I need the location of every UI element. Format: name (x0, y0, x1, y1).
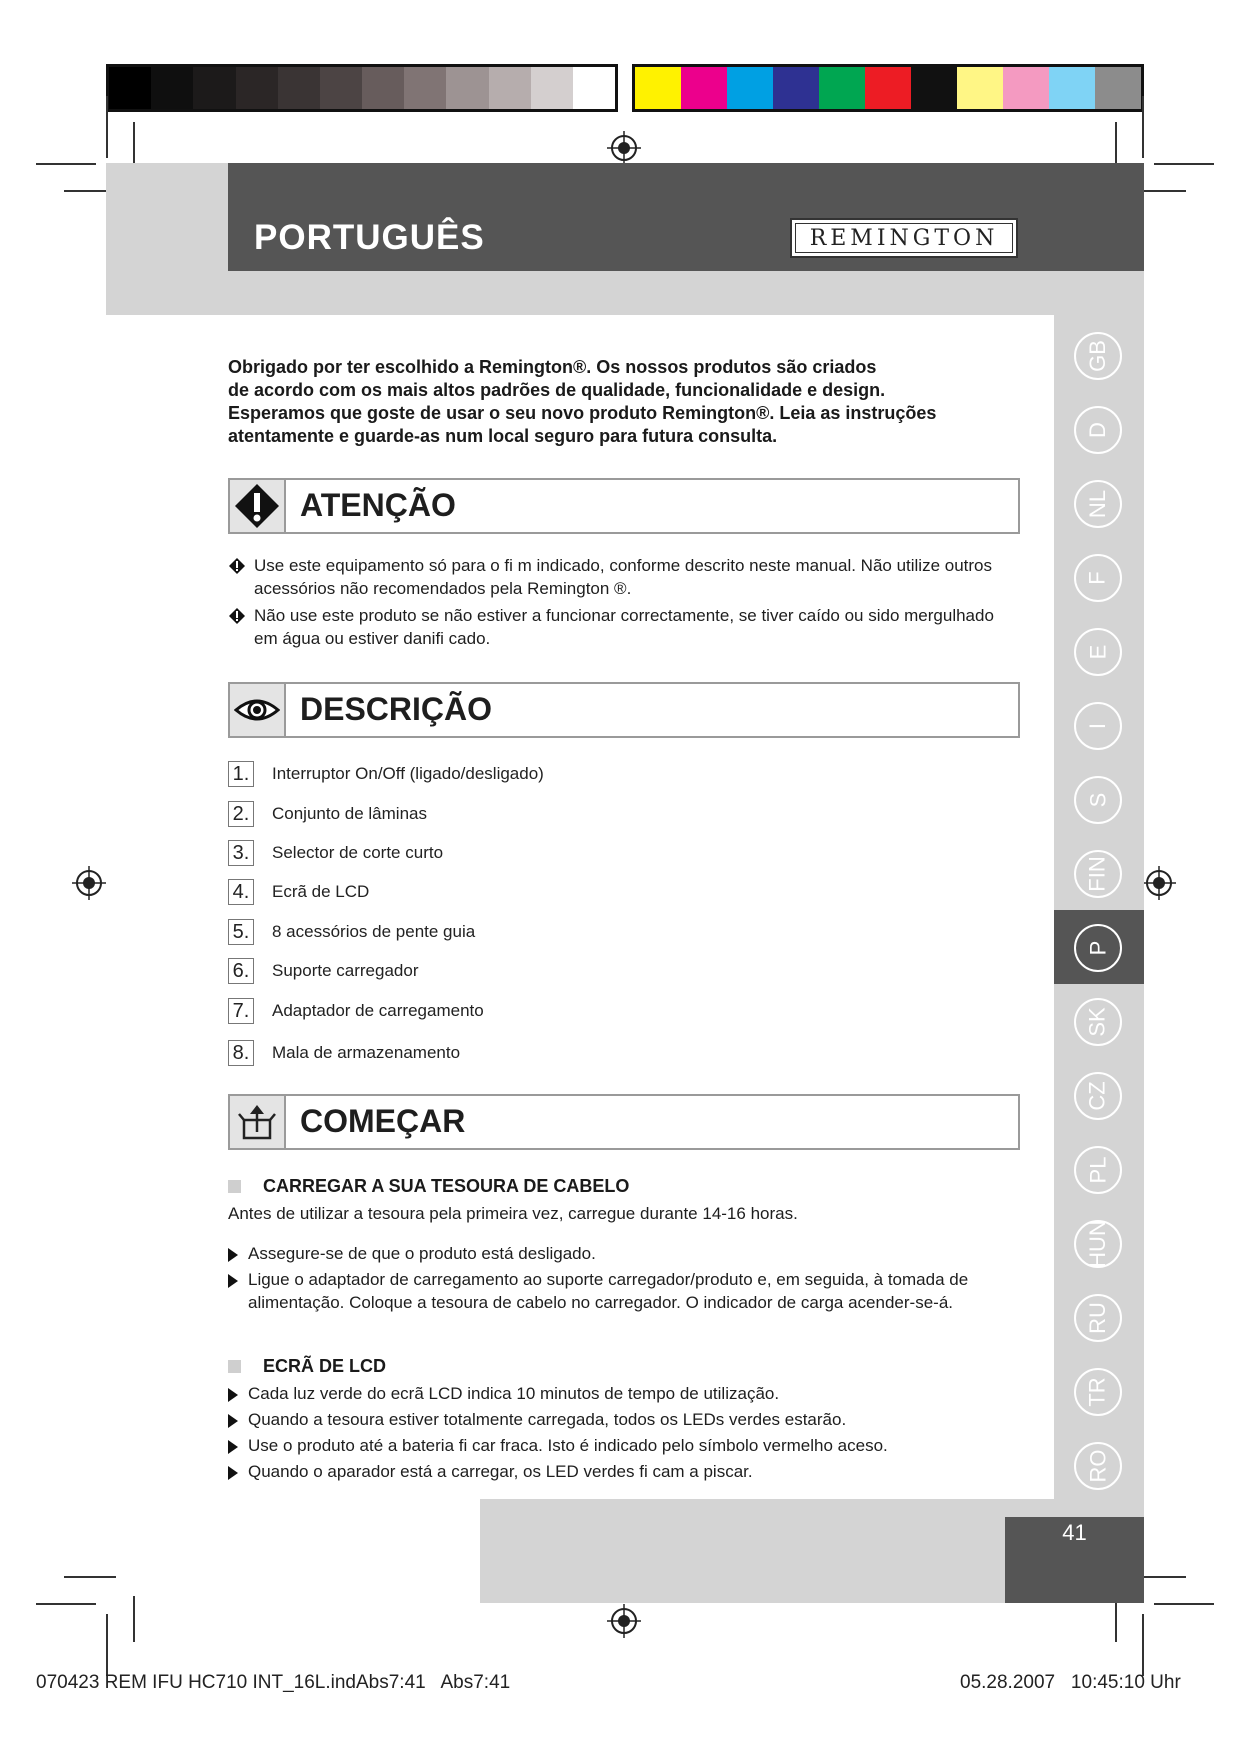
lcd-heading-text: ECRÃ DE LCD (263, 1356, 387, 1376)
color-swatch (635, 67, 681, 109)
item-number: 6. (228, 958, 254, 984)
print-slug-file: 070423 REM IFU HC710 INT_16L.indAbs7:41 Abs7:41 (36, 1672, 511, 1693)
color-swatch (489, 67, 531, 109)
color-swatch (362, 67, 404, 109)
start-title: COMEÇAR (300, 1103, 466, 1139)
registration-mark-icon (607, 131, 641, 165)
description-item (228, 956, 418, 986)
language-tab-d[interactable] (1074, 406, 1122, 454)
color-swatch (531, 67, 573, 109)
language-tab-s[interactable] (1074, 776, 1122, 824)
lcd-step (228, 1460, 998, 1483)
description-item (228, 838, 443, 868)
warning-item (228, 604, 1018, 650)
page-number: 41 (1062, 1520, 1087, 1545)
language-code: F (1084, 571, 1110, 585)
crop-mark (106, 96, 108, 158)
language-tab-sk[interactable] (1074, 998, 1122, 1046)
language-code: E (1085, 644, 1110, 660)
square-bullet-icon (228, 1180, 241, 1193)
lcd-step (228, 1382, 998, 1405)
print-slug-date: 05.28.2007 10:45:10 Uhr (960, 1672, 1181, 1693)
arrow-bullet-icon (228, 1388, 238, 1402)
registration-mark-icon (1142, 866, 1176, 900)
language-tab-f[interactable] (1074, 554, 1122, 602)
language-code: TR (1084, 1377, 1110, 1407)
charging-heading-text: CARREGAR A SUA TESOURA DE CABELO (263, 1176, 630, 1196)
language-tab-ro[interactable] (1074, 1442, 1122, 1490)
description-item (228, 759, 544, 789)
step-text: Assegure-se de que o produto está desligado. (248, 1244, 596, 1263)
crop-mark (36, 1603, 96, 1605)
item-number: 5. (228, 919, 254, 945)
color-swatch (681, 67, 727, 109)
step-text: Use o produto até a bateria fi car fraca. Isto é indicado pelo símbolo vermelho aceso. (248, 1436, 888, 1455)
color-swatch (727, 67, 773, 109)
language-tab-cz[interactable] (1074, 1072, 1122, 1120)
arrow-bullet-icon (228, 1414, 238, 1428)
item-label: Adaptador de carregamento (272, 1001, 484, 1020)
description-section-header (228, 682, 1020, 738)
item-number: 8. (228, 1040, 254, 1066)
language-code: I (1085, 722, 1110, 730)
crop-mark (64, 1576, 116, 1578)
lcd-step (228, 1434, 998, 1457)
item-number: 2. (228, 801, 254, 827)
item-label: Ecrã de LCD (272, 882, 370, 901)
language-tab-pl[interactable] (1074, 1146, 1122, 1194)
registration-mark-icon (72, 866, 106, 900)
color-swatch (911, 67, 957, 109)
color-swatch (446, 67, 488, 109)
charging-step (228, 1242, 998, 1265)
item-label: Interruptor On/Off (ligado/desligado) (272, 764, 544, 783)
lcd-heading (228, 1356, 386, 1377)
charging-intro: Antes de utilizar a tesoura pela primeira vez, carregue durante 14-16 horas. (228, 1204, 798, 1223)
charging-heading (228, 1176, 629, 1197)
language-tab-nl[interactable] (1074, 480, 1122, 528)
item-number: 4. (228, 879, 254, 905)
language-tab-p[interactable] (1074, 924, 1122, 972)
color-swatch (151, 67, 193, 109)
color-calibration-bar (632, 64, 1144, 112)
language-code: PL (1084, 1156, 1110, 1184)
item-label: 8 acessórios de pente guia (272, 922, 476, 941)
language-code: NL (1085, 489, 1110, 519)
intro-line: de acordo com os mais altos padrões de qualidade, funcionalidade e design. (228, 380, 886, 400)
remington-logo (790, 218, 1018, 258)
language-code: D (1084, 422, 1110, 438)
arrow-bullet-icon (228, 1466, 238, 1480)
color-swatch (236, 67, 278, 109)
step-text: Quando o aparador está a carregar, os LED verdes fi cam a piscar. (248, 1462, 753, 1481)
language-tab-e[interactable] (1074, 628, 1122, 676)
step-text: Ligue o adaptador de carregamento ao suporte carregador/produto e, em seguida, à tomada de alimentação. Coloque a tesoura de cabelo no carregador. O indicador de carga acender-se-á. (248, 1270, 969, 1312)
start-section-header (228, 1094, 1020, 1150)
intro-line: atentamente e guarde-as num local seguro para futura consulta. (228, 426, 778, 446)
warning-icon (230, 480, 286, 532)
unbox-icon (230, 1096, 286, 1148)
color-swatch (1049, 67, 1095, 109)
language-tab-hun[interactable] (1074, 1220, 1122, 1268)
item-number: 3. (228, 840, 254, 866)
color-swatch (193, 67, 235, 109)
language-code: GB (1084, 340, 1110, 372)
arrow-bullet-icon (228, 1440, 238, 1454)
color-swatch (320, 67, 362, 109)
language-code: RO (1085, 1449, 1110, 1483)
item-label: Conjunto de lâminas (272, 804, 427, 823)
step-text: Quando a tesoura estiver totalmente carregada, todos os LEDs verdes estarão. (248, 1410, 847, 1429)
attention-title: ATENÇÃO (300, 487, 456, 523)
color-swatch (773, 67, 819, 109)
color-swatch (865, 67, 911, 109)
language-code: P (1085, 940, 1110, 956)
language-tab-i[interactable] (1074, 702, 1122, 750)
item-number: 1. (228, 761, 254, 787)
warning-bullet-icon (228, 607, 246, 625)
language-tab-gb[interactable] (1074, 332, 1122, 380)
language-tab-tr[interactable] (1074, 1368, 1122, 1416)
color-swatch (1003, 67, 1049, 109)
warning-bullet-icon (228, 557, 246, 575)
language-code: FIN (1084, 856, 1110, 892)
warning-item (228, 554, 1018, 600)
intro-line: Obrigado por ter escolhido a Remington®. Os nossos produtos são criados (228, 357, 877, 377)
page-title: PORTUGUÊS (254, 218, 485, 257)
color-swatch (819, 67, 865, 109)
step-text: Cada luz verde do ecrã LCD indica 10 minutos de tempo de utilização. (248, 1384, 780, 1403)
eye-icon (230, 684, 286, 736)
item-label: Suporte carregador (272, 961, 419, 980)
language-code: S (1085, 792, 1110, 808)
warning-text: Não use este produto se não estiver a funcionar correctamente, se tiver caído ou sido mergulhado em água ou estiver danifi cado. (254, 606, 994, 648)
warning-text: Use este equipamento só para o fi m indicado, conforme descrito neste manual. Não utilize outros acessórios não recomendados pela Remington ®. (254, 556, 993, 598)
language-code: SK (1084, 1007, 1110, 1037)
arrow-bullet-icon (228, 1248, 238, 1262)
description-item (228, 799, 427, 829)
registration-mark-icon (607, 1604, 641, 1638)
language-code: RU (1085, 1302, 1110, 1334)
description-item (228, 917, 475, 947)
grayscale-calibration-bar (106, 64, 618, 112)
square-bullet-icon (228, 1360, 241, 1373)
color-swatch (573, 67, 615, 109)
color-swatch (109, 67, 151, 109)
crop-mark (1154, 1603, 1214, 1605)
item-number: 7. (228, 998, 254, 1024)
intro-text (228, 356, 1018, 448)
crop-mark (1142, 96, 1144, 158)
crop-mark (1154, 163, 1214, 165)
crop-mark (133, 1596, 135, 1642)
crop-mark (1142, 1614, 1144, 1676)
arrow-bullet-icon (228, 1274, 238, 1288)
attention-section-header (228, 478, 1020, 534)
crop-mark (36, 163, 96, 165)
language-code: CZ (1084, 1081, 1110, 1111)
description-title: DESCRIÇÃO (300, 691, 493, 727)
language-tab-ru[interactable] (1074, 1294, 1122, 1342)
description-item (228, 1038, 460, 1068)
description-item (228, 996, 484, 1026)
intro-line: Esperamos que goste de usar o seu novo produto Remington®. Leia as instruções (228, 403, 937, 423)
item-label: Mala de armazenamento (272, 1043, 461, 1062)
language-tab-fin[interactable] (1074, 850, 1122, 898)
language-code: HUN (1085, 1220, 1111, 1268)
brand-name: REMINGTON (809, 225, 999, 251)
description-item (228, 877, 369, 907)
charging-step (228, 1268, 998, 1314)
lcd-step (228, 1408, 998, 1431)
color-swatch (957, 67, 1003, 109)
item-label: Selector de corte curto (272, 843, 444, 862)
crop-mark (106, 1614, 108, 1676)
color-swatch (278, 67, 320, 109)
color-swatch (404, 67, 446, 109)
color-swatch (1095, 67, 1141, 109)
